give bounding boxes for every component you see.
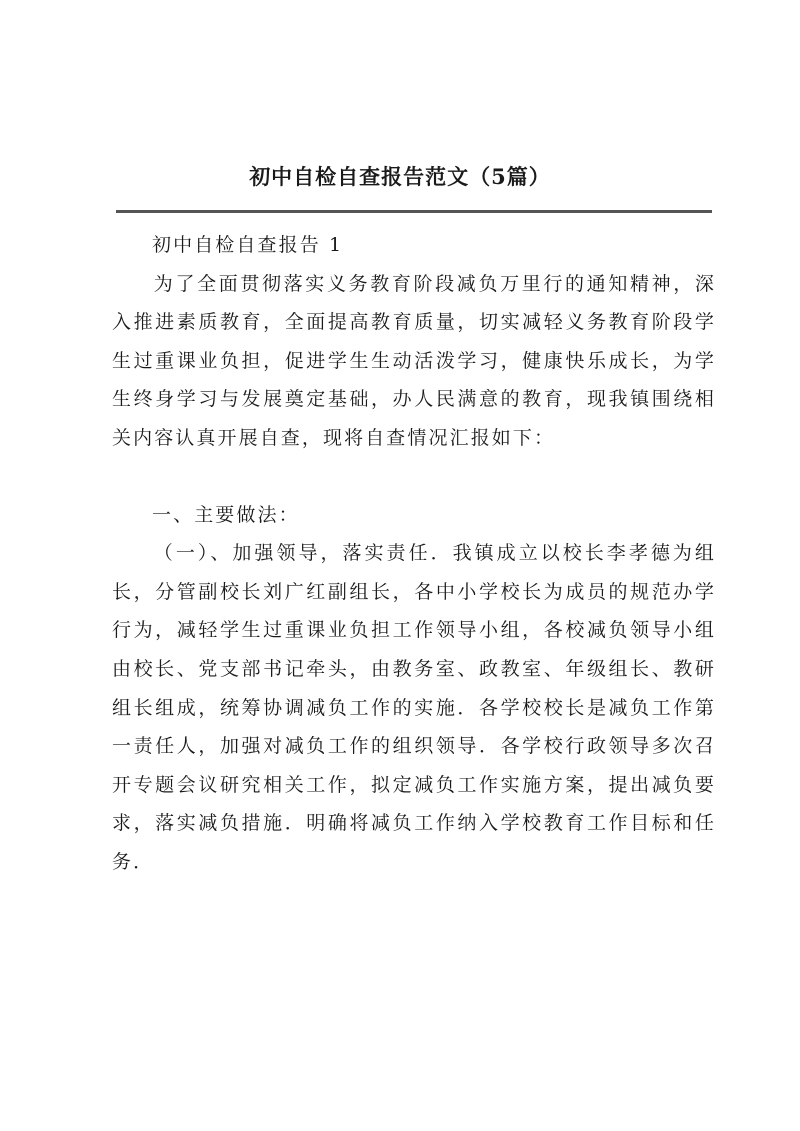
intro-paragraph: 为了全面贯彻落实义务教育阶段减负万里行的通知精神，深入推进素质教育，全面提高教育质量，切实减轻义务教育阶段学生过重课业负担，促进学生生动活泼学习，健康快乐成长，为学生终身学习与发展奠定基础，办人民满意的教育，现我镇围绕相关内容认真开展自查，现将自查情况汇报如下： xyxy=(112,272,716,449)
document-title: 初中自检自查报告范文（5篇） xyxy=(249,164,551,189)
report-subtitle: 初中自检自查报告 1 xyxy=(152,234,344,256)
paragraph-spacer xyxy=(112,458,716,496)
section-heading: 一、主要做法： xyxy=(152,503,300,526)
section-paragraph: （一）、加强领导，落实责任．我镇成立以校长李孝德为组长，分管副校长刘广红副组长，各中小学校长为成员的规范办学行为，减轻学生过重课业负担工作领导小组，各校减负领导小组由校长、党支部书记牵头，由教务室、政教室、年级组长、教研组长组成，统筹协调减负工作的实施．各学校校长是减负工作第一责任人，加强对减负工作的组织领导．各学校行政领导多次召开专题会议研究相关工作，拟定减负工作实施方案，提出减负要求，落实减负措施．明确将减负工作纳入学校教育工作目标和任务． xyxy=(112,542,716,873)
title-divider xyxy=(116,210,712,213)
document-body xyxy=(112,226,716,882)
